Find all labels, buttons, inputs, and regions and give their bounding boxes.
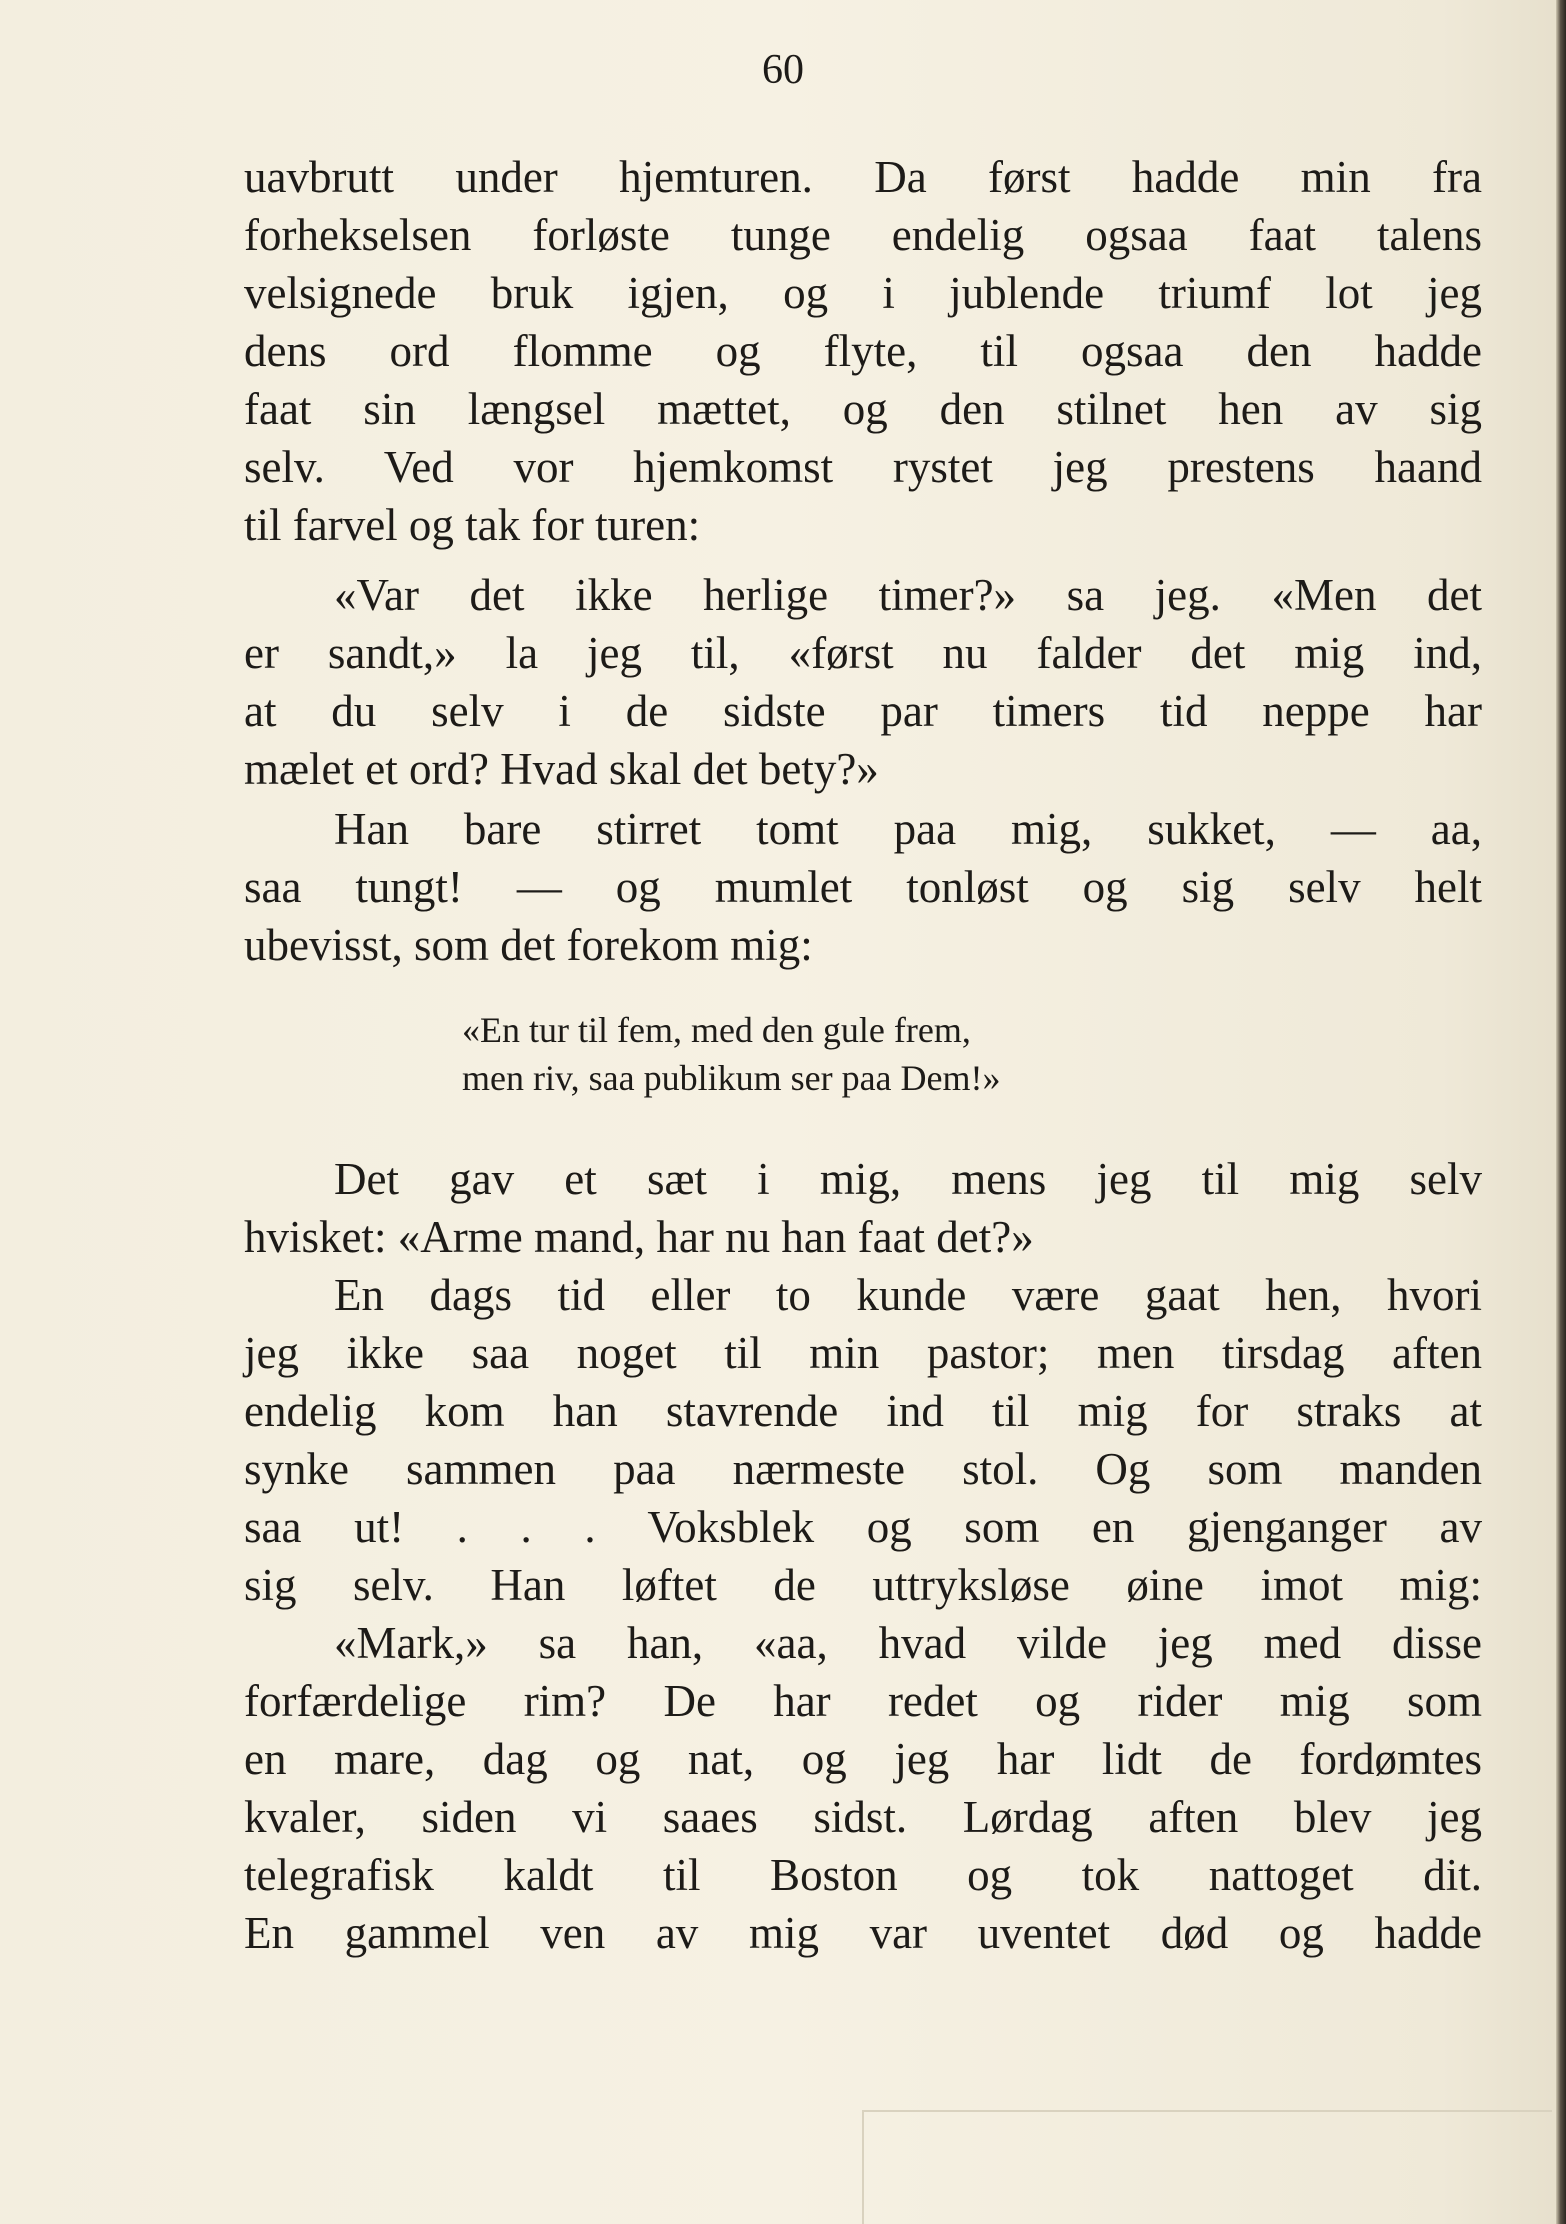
text-line: uavbrutt under hjemturen. Da først hadde min fra xyxy=(244,152,1482,202)
verse-line: «En tur til fem, med den gule frem, xyxy=(462,1010,971,1050)
text-line: endelig kom han stavrende ind til mig for straks at xyxy=(244,1386,1482,1436)
text-line: synke sammen paa nærmeste stol. Og som manden xyxy=(244,1444,1482,1494)
text-line: mælet et ord? Hvad skal det bety?» xyxy=(244,744,879,794)
page-edge-shadow xyxy=(1556,0,1566,2224)
text-line: dens ord flomme og flyte, til ogsaa den hadde xyxy=(244,326,1482,376)
text-line: en mare, dag og nat, og jeg har lidt de fordømtes xyxy=(244,1734,1482,1784)
text-line: jeg ikke saa noget til min pastor; men tirsdag aften xyxy=(244,1328,1482,1378)
text-line: saa ut! . . . Voksblek og som en gjenganger av xyxy=(244,1502,1482,1552)
text-line: hvisket: «Arme mand, har nu han faat det?» xyxy=(244,1212,1034,1262)
text-line: En gammel ven av mig var uventet død og hadde xyxy=(244,1908,1482,1958)
scan-corner-mark xyxy=(862,2110,1552,2224)
text-line: forhekselsen forløste tunge endelig ogsaa faat talens xyxy=(244,210,1482,260)
text-line: selv. Ved vor hjemkomst rystet jeg prestens haand xyxy=(244,442,1482,492)
text-line: sig selv. Han løftet de uttryksløse øine imot mig: xyxy=(244,1560,1482,1610)
text-line: velsignede bruk igjen, og i jublende triumf lot jeg xyxy=(244,268,1482,318)
text-line: Det gav et sæt i mig, mens jeg til mig selv xyxy=(334,1154,1482,1204)
text-line: Han bare stirret tomt paa mig, sukket, — aa, xyxy=(334,804,1482,854)
text-line: til farvel og tak for turen: xyxy=(244,500,701,550)
text-line: En dags tid eller to kunde være gaat hen, hvori xyxy=(334,1270,1482,1320)
text-line: «Var det ikke herlige timer?» sa jeg. «Men det xyxy=(334,570,1482,620)
text-line: telegrafisk kaldt til Boston og tok nattoget dit. xyxy=(244,1850,1482,1900)
page-number: 60 xyxy=(762,47,804,93)
text-line: «Mark,» sa han, «aa, hvad vilde jeg med disse xyxy=(334,1618,1482,1668)
text-line: at du selv i de sidste par timers tid neppe har xyxy=(244,686,1482,736)
text-line: faat sin længsel mættet, og den stilnet hen av sig xyxy=(244,384,1482,434)
text-line: forfærdelige rim? De har redet og rider mig som xyxy=(244,1676,1482,1726)
verse-line: men riv, saa publikum ser paa Dem!» xyxy=(462,1058,1001,1098)
text-line: kvaler, siden vi saaes sidst. Lørdag aften blev jeg xyxy=(244,1792,1482,1842)
text-line: ubevisst, som det forekom mig: xyxy=(244,920,813,970)
text-line: saa tungt! — og mumlet tonløst og sig selv helt xyxy=(244,862,1482,912)
text-line: er sandt,» la jeg til, «først nu falder det mig ind, xyxy=(244,628,1482,678)
